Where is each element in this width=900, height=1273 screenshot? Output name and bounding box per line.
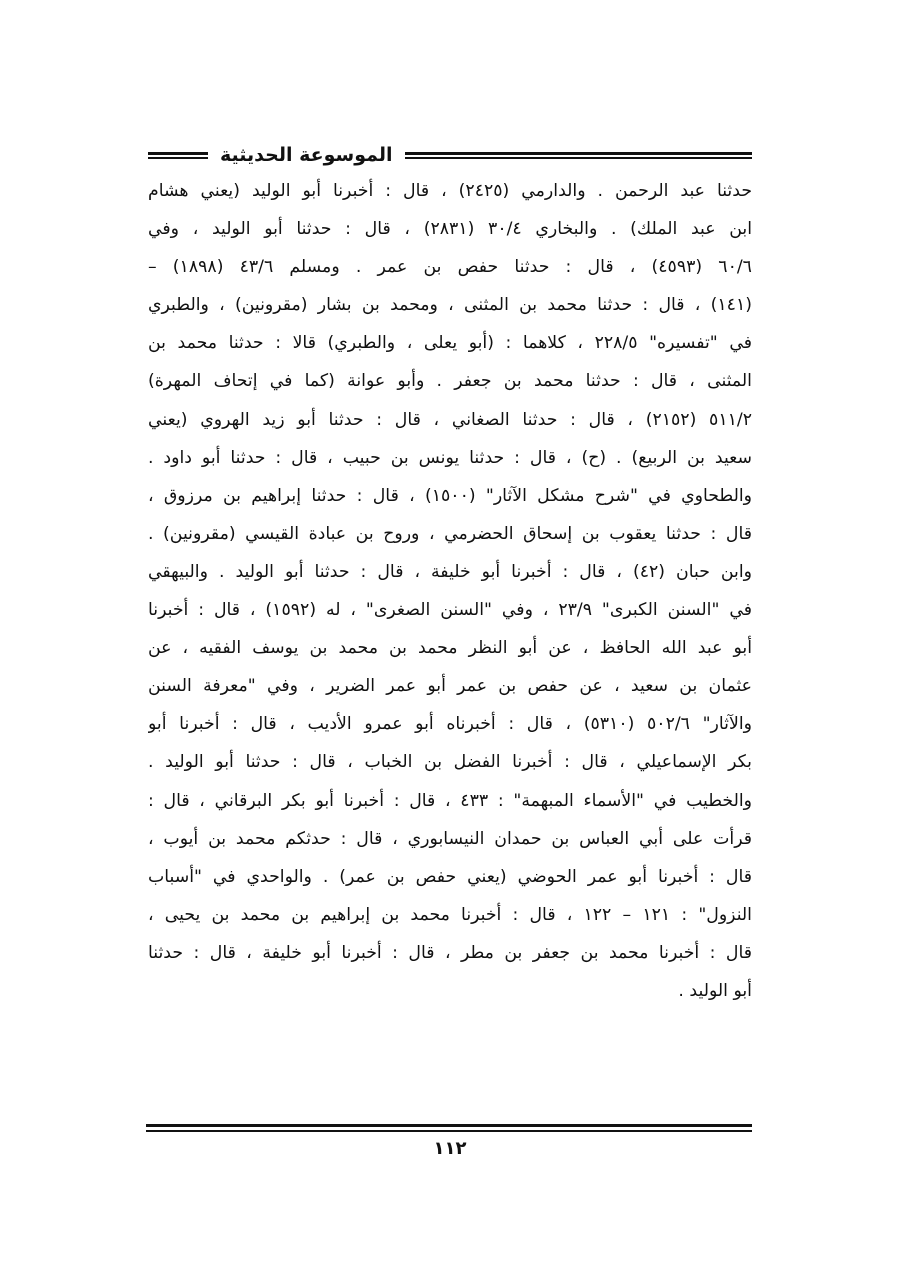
text-line: ٥١١/٢ (٢١٥٢) ، قال : حدثنا الصغاني ، قال : حدثنا أبو زيد الهروي (يعني — [148, 409, 752, 430]
page-title: الموسوعة الحديثية — [220, 144, 393, 166]
text-line: قال : أخبرنا أبو عمر الحوضي (يعني حفص بن عمر) . والواحدي في "أسباب — [148, 866, 752, 887]
footer-rule — [146, 1124, 752, 1132]
text-line: سعيد بن الربيع) . (ح) ، قال : حدثنا يونس بن حبيب ، قال : حدثنا أبو داود . — [148, 447, 752, 468]
header-rule-left — [148, 152, 208, 159]
text-line: أبو الوليد . — [678, 980, 752, 1001]
text-line: النزول" : ١٢١ – ١٢٢ ، قال : أخبرنا محمد بن إبراهيم بن محمد بن يحيى ، — [148, 904, 752, 925]
text-line: والطحاوي في "شرح مشكل الآثار" (١٥٠٠) ، قال : حدثنا إبراهيم بن مرزوق ، — [148, 485, 752, 506]
text-line: قرأت على أبي العباس بن حمدان النيسابوري ، قال : حدثكم محمد بن أيوب ، — [148, 828, 752, 849]
header-rule-right — [405, 152, 753, 159]
page-header — [148, 138, 752, 172]
text-line: المثنى ، قال : حدثنا محمد بن جعفر . وأبو عوانة (كما في إتحاف المهرة) — [148, 371, 752, 392]
text-line: في "السنن الكبرى" ٢٣/٩ ، وفي "السنن الصغرى" ، له (١٥٩٢) ، قال : أخبرنا — [148, 600, 752, 621]
text-line: وابن حبان (٤٢) ، قال : أخبرنا أبو خليفة ، قال : حدثنا أبو الوليد . والبيهقي — [148, 561, 752, 582]
text-line: بكر الإسماعيلي ، قال : أخبرنا الفضل بن الخباب ، قال : حدثنا أبو الوليد . — [148, 752, 752, 773]
body-text — [148, 172, 752, 1010]
text-line: والآثار" ٥٠٢/٦ (٥٣١٠) ، قال : أخبرناه أبو عمرو الأديب ، قال : أخبرنا أبو — [148, 714, 752, 735]
text-line: (١٤١) ، قال : حدثنا محمد بن المثنى ، ومحمد بن بشار (مقرونين) ، والطبري — [148, 295, 752, 316]
text-line: قال : أخبرنا محمد بن جعفر بن مطر ، قال : أخبرنا أبو خليفة ، قال : حدثنا — [148, 942, 752, 963]
text-line: في "تفسيره" ٢٢٨/٥ ، كلاهما : (أبو يعلى ، والطبري) قالا : حدثنا محمد بن — [148, 333, 752, 354]
page-number: ١١٢ — [433, 1138, 467, 1159]
text-line: حدثنا عبد الرحمن . والدارمي (٢٤٢٥) ، قال : أخبرنا أبو الوليد (يعني هشام — [148, 181, 752, 201]
text-line: أبو عبد الله الحافظ ، عن أبو النظر محمد بن محمد بن يوسف الفقيه ، عن — [148, 638, 752, 659]
text-line: ٦٠/٦ (٤٥٩٣) ، قال : حدثنا حفص بن عمر . ومسلم ٤٣/٦ (١٨٩٨) – — [148, 257, 752, 278]
text-line: عثمان بن سعيد ، عن حفص بن عمر أبو عمر الضرير ، وفي "معرفة السنن — [148, 676, 752, 697]
text-line: والخطيب في "الأسماء المبهمة" : ٤٣٣ ، قال : أخبرنا أبو بكر البرقاني ، قال : — [148, 790, 752, 811]
text-line: ابن عبد الملك) . والبخاري ٣٠/٤ (٢٨٣١) ، قال : حدثنا أبو الوليد ، وفي — [148, 219, 752, 240]
text-line: قال : حدثنا يعقوب بن إسحاق الحضرمي ، وروح بن عبادة القيسي (مقرونين) . — [148, 523, 752, 544]
